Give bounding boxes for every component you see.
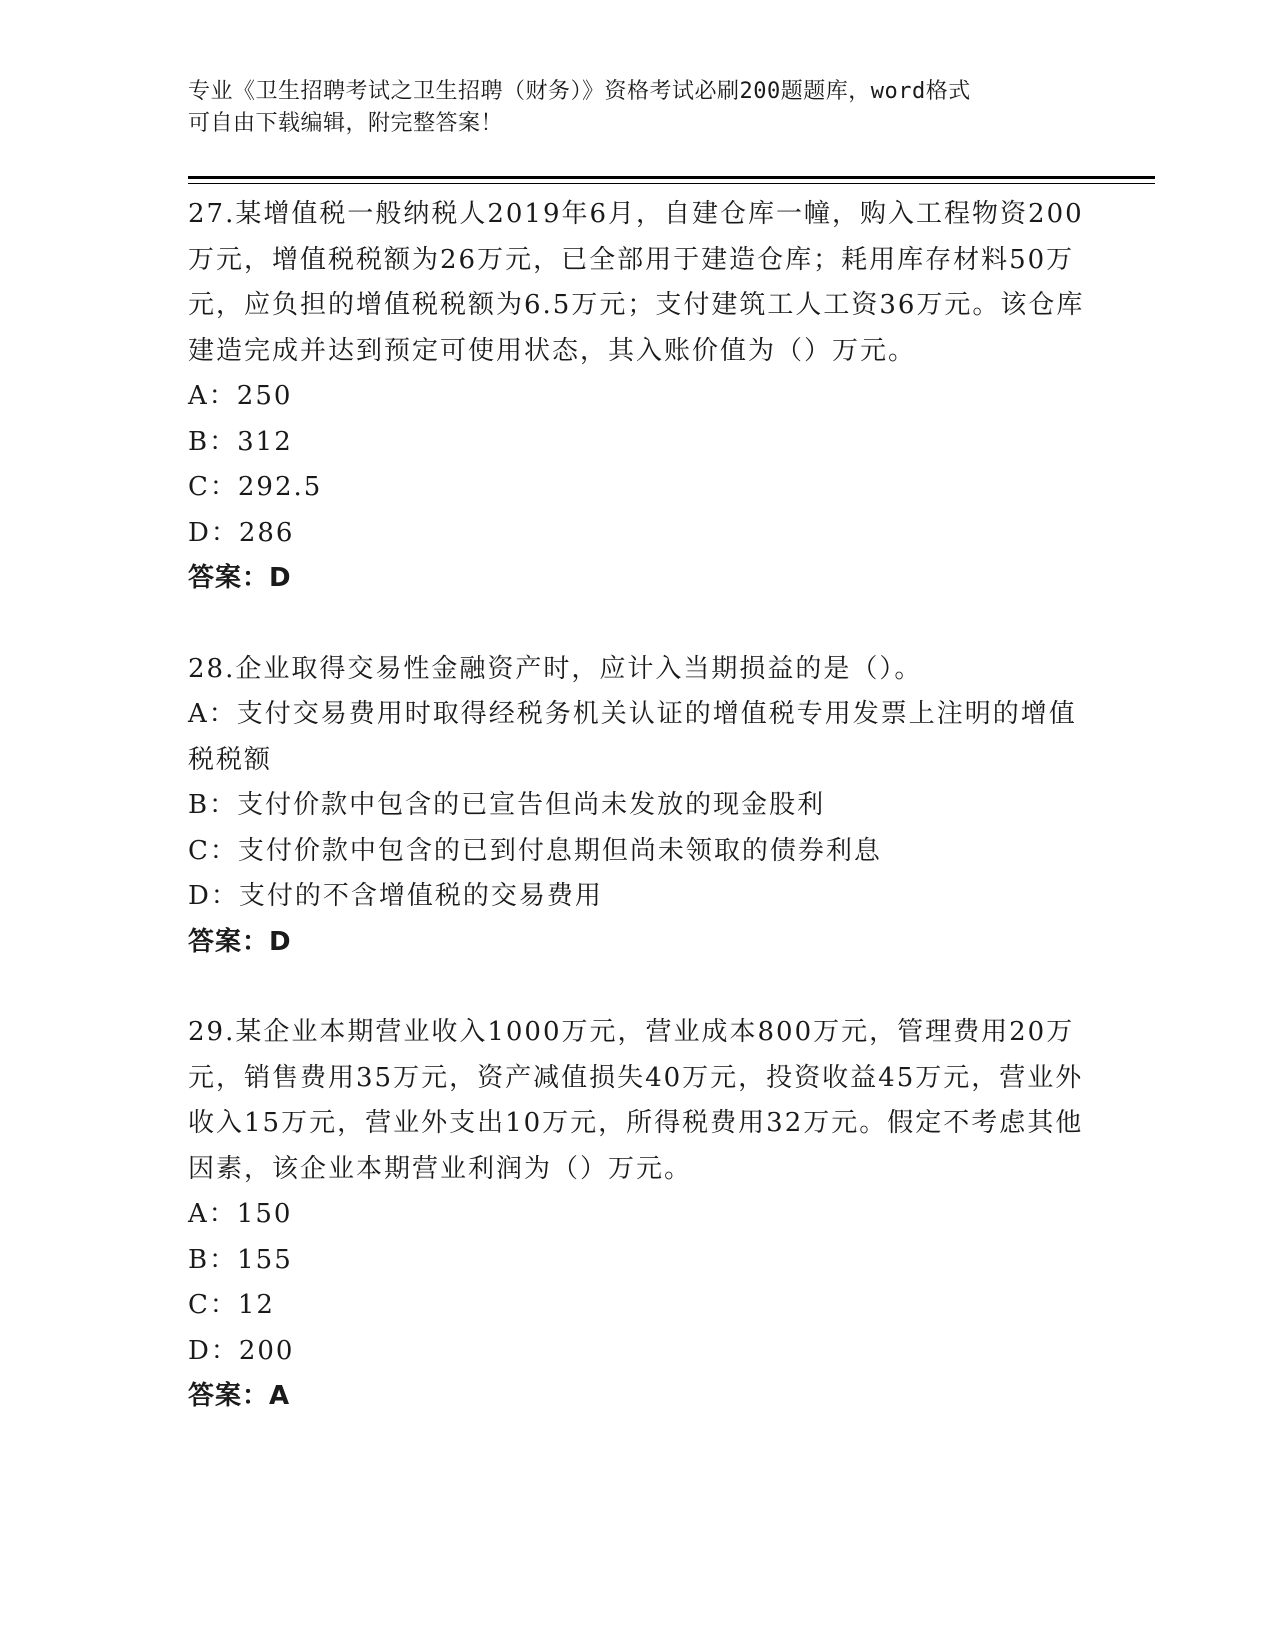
header-line-2: 可自由下载编辑，附完整答案！: [188, 111, 504, 136]
option-a: A：250: [188, 381, 293, 411]
question-text: 27.某增值税一般纳税人2019年6月，自建仓库一幢，购入工程物资200万元，增值税税额为26万元，已全部用于建造仓库；耗用库存材料50万元，应负担的增值税税额为6.5万元；支付建筑工人工资36万元。该仓库建造完成并达到预定可使用状态，其入账价值为（）万元。: [188, 199, 1085, 366]
option-c: C：12: [188, 1290, 275, 1320]
question-29: [188, 1010, 1088, 1420]
option-c: C：支付价款中包含的已到付息期但尚未领取的债券利息: [188, 835, 882, 866]
option-a: A：支付交易费用时取得经税务机关认证的增值税专用发票上注明的增值税税额: [188, 699, 1077, 775]
option-b: B：支付价款中包含的已宣告但尚未发放的现金股利: [188, 790, 826, 820]
header-divider-thick: [188, 176, 1155, 179]
option-d: D：支付的不含增值税的交易费用: [188, 881, 603, 911]
answer-label: 答案：A: [188, 1381, 291, 1411]
option-b: B：312: [188, 426, 293, 457]
option-d: D：286: [188, 517, 295, 548]
question-text: 28.企业取得交易性金融资产时，应计入当期损益的是（）。: [188, 653, 923, 684]
answer-label: 答案：D: [188, 926, 292, 957]
option-d: D：200: [188, 1335, 295, 1366]
answer-label: 答案：D: [188, 563, 292, 593]
question-text: 29.某企业本期营业收入1000万元，营业成本800万元，管理费用20万元，销售费用35万元，资产减值损失40万元，投资收益45万元，营业外收入15万元，营业外支出10万元，所得税费用32万元。假定不考虑其他因素，该企业本期营业利润为（）万元。: [188, 1017, 1084, 1184]
question-27: [188, 192, 1088, 602]
option-a: A：150: [188, 1199, 293, 1229]
header-divider-thin: [188, 183, 1155, 184]
document-header: [188, 76, 1088, 140]
option-c: C：292.5: [188, 472, 323, 502]
question-28: [188, 647, 1088, 966]
header-line-1: 专业《卫生招聘考试之卫生招聘（财务）》资格考试必刷200题题库，word格式: [188, 79, 971, 104]
option-b: B：155: [188, 1244, 293, 1275]
question-list: [188, 192, 1088, 1465]
